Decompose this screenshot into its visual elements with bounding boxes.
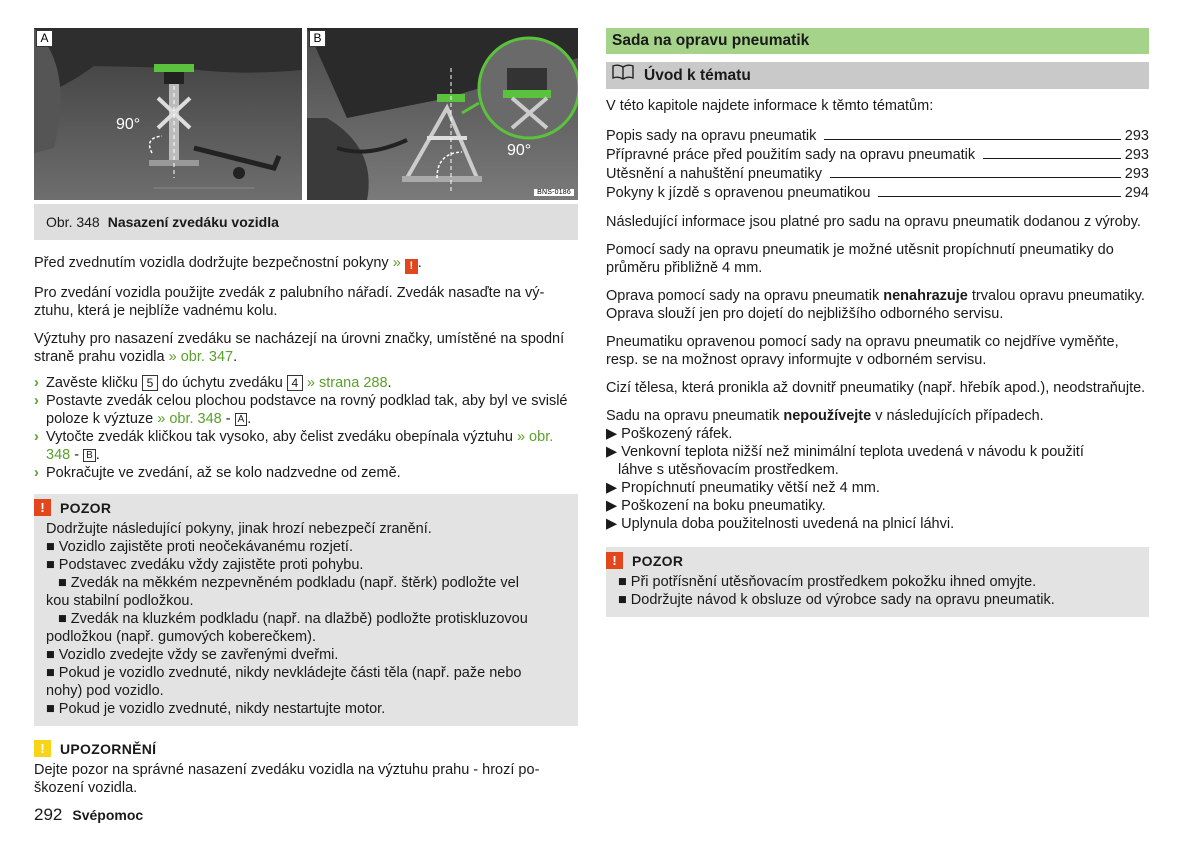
toc-page: 293 — [1124, 128, 1149, 144]
list-item: ▶ Venkovní teplota nižší než minimální teplota uvedená v návodu k použití — [606, 444, 1084, 460]
paragraph-reinforcements: Výztuhy pro nasazení zvedáku se nacházejí na úrovni značky, umístěné na spodní straně prahu vozidla » obr. 347. — [34, 331, 565, 365]
figure-caption — [34, 204, 578, 240]
notice-title: UPOZORNĚNÍ — [60, 740, 157, 757]
notice-icon: ! — [34, 740, 51, 757]
right-column — [606, 28, 1149, 617]
angle-label-b: 90° — [507, 142, 532, 159]
warning-item: ■ Vozidlo zajistěte proti neočekávanému rozjetí. — [46, 539, 353, 555]
step-arrow-icon: › — [34, 393, 39, 409]
list-item: ▶ Poškozený ráfek. — [606, 426, 733, 442]
paragraph-foreign-bodies: Cizí tělesa, která pronikla až dovnitř pneumatiky (např. hřebík apod.), neodstraňujte. — [606, 380, 1146, 396]
warning-item: ■ Podstavec zvedáku vždy zajistěte proti pohybu. — [46, 557, 364, 573]
caption-title: Nasazení zvedáku vozidla — [107, 214, 279, 230]
list-item: ▶ Propíchnutí pneumatiky větší než 4 mm. — [606, 480, 880, 496]
toc-intro: V této kapitole najdete informace k těmto tématům: — [606, 98, 934, 114]
notice-body — [34, 757, 578, 797]
step-item: › Postavte zvedák celou plochou podstavce na rovný podklad tak, aby byl ve svislé poloze k výztuze » obr. 348 - A . — [34, 393, 568, 427]
warning-subitem: ■ Zvedák na kluzkém podkladu (např. na dlažbě) podložte protiskluzovou — [58, 611, 528, 627]
topic-heading — [606, 62, 1149, 89]
warning-intro: Dodržujte následující pokyny, jinak hrozí nebezpečí zranění. — [46, 521, 432, 537]
paragraph-text: Oprava pomocí sady na opravu pneumatik — [606, 288, 880, 304]
warning-item: ■ Pokud je vozidlo zvednuté, nikdy nestartujte motor. — [46, 701, 386, 717]
warning-header — [34, 499, 578, 516]
warning-box — [34, 494, 578, 726]
warning-subitem: ■ Zvedák na měkkém nezpevněném podkladu (např. štěrk) podložte vel — [58, 575, 519, 591]
jack-illustration-a — [34, 28, 302, 200]
figure-347-link[interactable]: » obr. 347 — [168, 349, 234, 365]
emphasis-text: nenahrazuje — [883, 288, 968, 304]
page-footer — [34, 805, 143, 825]
page-288-link[interactable]: » strana 288 — [306, 375, 388, 391]
step-text: do úchytu zvedáku — [161, 375, 283, 391]
safety-link[interactable]: » — [392, 255, 401, 271]
paragraph-seal: Pomocí sady na opravu pneumatik je možné utěsnit propíchnutí pneumatiky do průměru přibližně 4 mm. — [606, 242, 1114, 276]
book-icon — [612, 62, 636, 89]
list-item: ▶ Poškození na boku pneumatiky. — [606, 498, 826, 514]
figure-code: BNS-0186 — [534, 189, 574, 196]
toc-entry[interactable] — [606, 165, 1149, 184]
figure-jack-placement — [34, 28, 578, 204]
step-item — [34, 464, 578, 482]
step-text: Pokračujte ve zvedání, až se kolo nadzvedne od země. — [46, 465, 401, 481]
paragraph-validity: Následující informace jsou platné pro sadu na opravu pneumatik dodanou z výroby. — [606, 214, 1141, 230]
notice-text: Dejte pozor na správné nasazení zvedáku vozidla na výztuhu prahu - hrozí poškození vozidla. — [34, 762, 540, 796]
panel-letter-b: B — [309, 30, 326, 47]
paragraph-text: v následujících případech. — [875, 408, 1044, 424]
paragraph-safety: Před zvednutím vozidla dodržujte bezpečnostní pokyny » ! . — [34, 255, 422, 272]
warning-subitem-cont: kou stabilní podložkou. — [46, 593, 194, 609]
toc-label: Přípravné práce před použitím sady na opravu pneumatik — [606, 147, 976, 163]
jack-illustration-b — [307, 28, 578, 200]
warning-item: ■ Dodržujte návod k obsluze od výrobce sady na opravu pneumatik. — [618, 592, 1055, 608]
toc-label: Pokyny k jízdě s opravenou pneumatikou — [606, 185, 871, 201]
warning-title: POZOR — [632, 552, 684, 569]
figure-348-link[interactable]: » obr. 348 — [46, 429, 554, 463]
warning-item: ■ Pokud je vozidlo zvednuté, nikdy nevkládejte části těla (např. paže nebo — [46, 665, 522, 681]
left-column — [34, 28, 578, 797]
step-item: › Zavěste kličku 5 do úchytu zvedáku 4 » strana 288. — [34, 375, 392, 391]
panel-letter-a: A — [36, 30, 53, 47]
paragraph-text: trvalou opravu pneumatiky. Oprava slouží jen pro dojetí do nejbližšího odborného servisu. — [606, 288, 1145, 322]
step-arrow-icon: › — [34, 465, 39, 481]
emphasis-text: nepoužívejte — [783, 408, 872, 424]
topic-title: Úvod k tématu — [644, 67, 751, 84]
warning-icon: ! — [34, 499, 51, 516]
step-text: Postavte zvedák celou plochou podstavce na rovný podklad tak, aby byl ve svislé poloze k výztuze — [46, 393, 568, 427]
caption-number: Obr. 348 — [46, 214, 100, 230]
angle-label-a: 90° — [116, 116, 141, 133]
warning-icon: ! — [606, 552, 623, 569]
toc-label: Popis sady na opravu pneumatik — [606, 128, 817, 144]
warning-item-cont: nohy) pod vozidlo. — [46, 683, 164, 699]
warning-title: POZOR — [60, 499, 112, 516]
toc-page: 294 — [1124, 185, 1149, 201]
toc-leader — [983, 158, 1121, 159]
steps-list — [34, 374, 578, 482]
panel-ref-a: A — [235, 413, 248, 426]
paragraph-do-not-use — [606, 407, 1149, 425]
toc-leader — [878, 196, 1120, 197]
step-arrow-icon: › — [34, 375, 39, 391]
toc-leader — [824, 139, 1120, 140]
paragraph-temporary — [606, 287, 1149, 323]
paragraph-text: Výztuhy pro nasazení zvedáku se nacházejí na úrovni značky, umístěné na spodní straně prahu vozidla — [34, 331, 565, 365]
toc-entry[interactable] — [606, 127, 1149, 146]
step-arrow-icon: › — [34, 429, 39, 445]
notice-box — [34, 740, 578, 797]
figure-panel-b — [307, 28, 578, 200]
toc-label: Utěsnění a nahuštění pneumatiky — [606, 166, 823, 182]
figure-panel-a — [34, 28, 302, 200]
list-item: ▶ Uplynula doba použitelnosti uvedená na plnicí láhvi. — [606, 516, 955, 532]
chapter-title: Svépomoc — [72, 807, 144, 823]
panel-ref-b: B — [83, 449, 96, 462]
part-number-box: 5 — [142, 375, 158, 391]
part-number-box: 4 — [287, 375, 303, 391]
figure-348-link[interactable]: » obr. 348 — [157, 411, 222, 427]
paragraph-replace: Pneumatiku opravenou pomocí sady na opravu pneumatik co nejdříve vyměňte, resp. se na možnost opravy informujte v odborném servisu. — [606, 334, 1119, 368]
warning-body — [34, 516, 578, 718]
conditions-list — [606, 425, 1149, 533]
section-heading: Sada na opravu pneumatik — [606, 28, 1149, 54]
paragraph-text: Před zvednutím vozidla dodržujte bezpečnostní pokyny — [34, 255, 389, 271]
toc-list — [606, 127, 1149, 203]
list-item-cont: láhve s utěsňovacím prostředkem. — [618, 462, 839, 478]
page-number: 292 — [34, 805, 63, 824]
toc-leader — [830, 177, 1121, 178]
toc-entry[interactable] — [606, 146, 1149, 165]
warning-item: ■ Vozidlo zvedejte vždy se zavřenými dveřmi. — [46, 647, 339, 663]
step-text: Zavěste kličku — [46, 375, 138, 391]
paragraph-text: Sadu na opravu pneumatik — [606, 408, 780, 424]
step-text: Vytočte zvedák kličkou tak vysoko, aby čelist zvedáku obepínala výztuhu — [46, 429, 513, 445]
step-item: › Vytočte zvedák kličkou tak vysoko, aby čelist zvedáku obepínala výztuhu » obr. 348 - B . — [34, 429, 554, 463]
warning-subitem-cont: podložkou (např. gumových koberečkem). — [46, 629, 316, 645]
warning-body — [606, 569, 1149, 609]
warning-icon[interactable]: ! — [405, 259, 418, 274]
notice-header — [34, 740, 578, 757]
paragraph-jack-use: Pro zvedání vozidla použijte zvedák z palubního nářadí. Zvedák nasaďte na výztuhu, která je nejblíže vadnému kolu. — [34, 285, 545, 319]
toc-page: 293 — [1124, 166, 1149, 182]
warning-box — [606, 547, 1149, 617]
toc-entry[interactable] — [606, 184, 1149, 203]
warning-header — [606, 552, 1149, 569]
toc-page: 293 — [1124, 147, 1149, 163]
warning-item: ■ Při potřísnění utěsňovacím prostředkem pokožku ihned omyjte. — [618, 574, 1037, 590]
